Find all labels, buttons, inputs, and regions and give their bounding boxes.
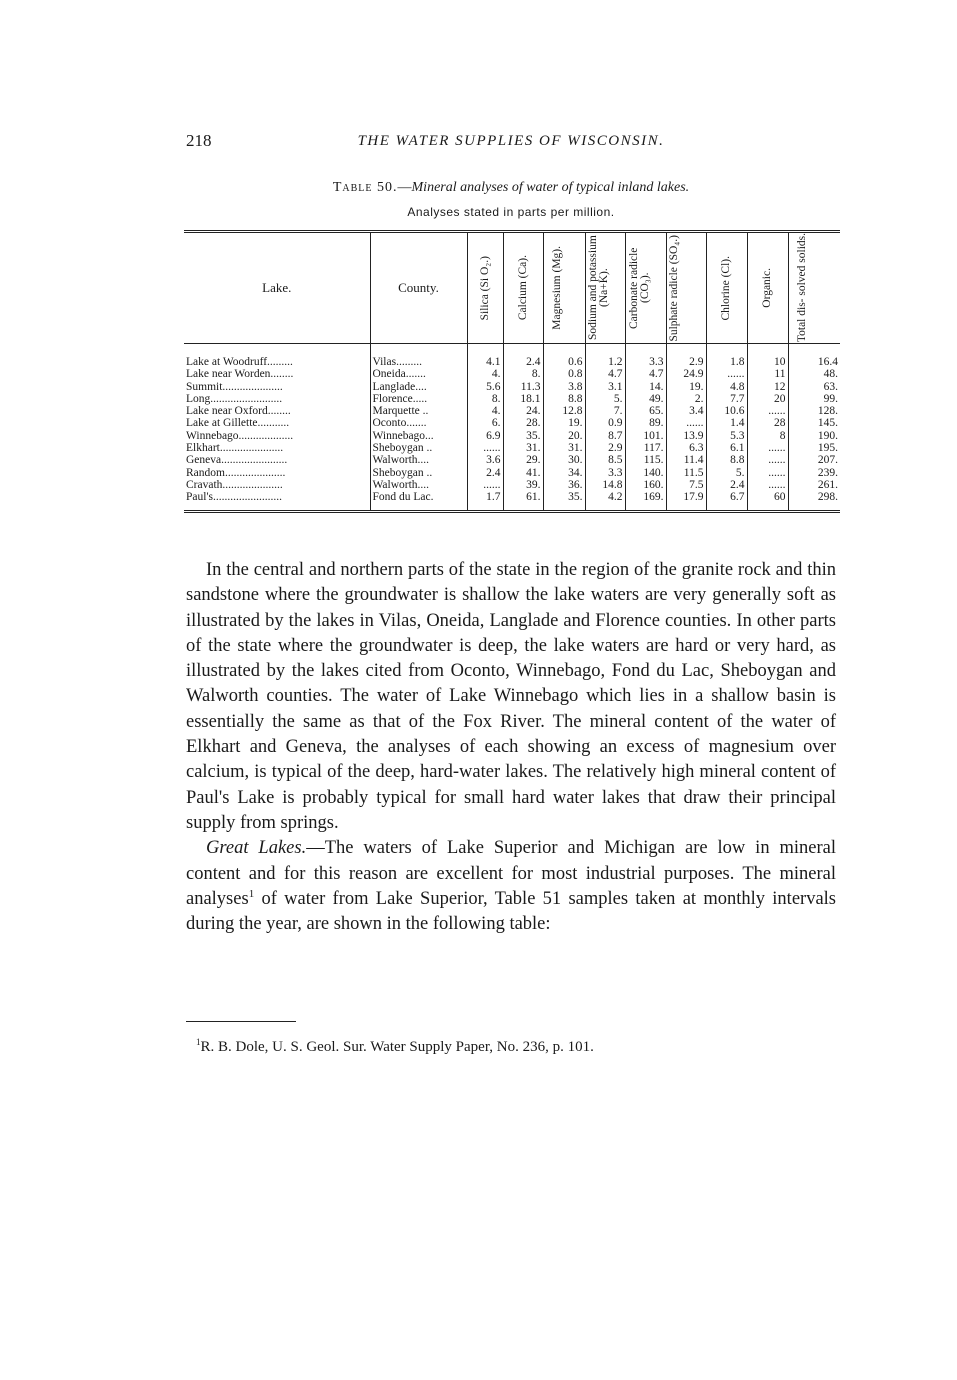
cell-value: 160. [625,479,666,491]
column-header-total-solids-text: Total dis- solved solids. [796,233,809,343]
paragraph-lake-hardness: In the central and northern parts of the state in the region of the granite rock and thin sandstone where the groundwater is shallow the lake waters are very generally soft as illustrated by the lakes in Vilas, Oneida, Langlade and Florence counties. In other parts of the state where the groundwater is deep, the lake waters are hard or very hard, as illustrated by the lakes cited from Oconto, Winnebago, Fond du Lac, Sheboygan and Walworth counties. The water of Lake Winnebago which lies in a shallow basin is essentially the same as that of the Fox River. The mineral content of the water of Elkhart and Geneva, the analyses of each showing an excess of magnesium over calcium, is typical of the deep, hard-water lakes. The relatively high mineral content of Paul's Lake is probably typical for small hard water lakes that draw their principal supply from springs. [186,560,836,833]
cell-value: 3.8 [543,381,585,393]
cell-value: 4.8 [706,381,747,393]
cell-county: Walworth.... [370,479,467,491]
cell-value: 298. [788,491,840,511]
table-row [184,344,840,369]
cell-county: Oneida....... [370,368,467,380]
cell-value: 17.9 [666,491,706,511]
cell-county: Oconto....... [370,417,467,429]
cell-value: 14. [625,381,666,393]
cell-county: Fond du Lac. [370,491,467,511]
cell-value: 28. [503,417,543,429]
column-header-calcium-text: Calcium (Ca). [516,255,529,321]
column-header-chlorine-text: Chlorine (Cl). [720,255,732,321]
cell-value: 4.1 [467,344,503,369]
cell-value: 4.7 [625,368,666,380]
cell-value: 1.2 [585,344,625,369]
paragraph-lead-great-lakes: Great Lakes. [206,838,307,859]
cell-value: 8.8 [543,393,585,405]
cell-lake: Lake near Oxford........ [186,405,291,418]
cell-value: 6.1 [706,442,747,454]
cell-value: 36. [543,479,585,491]
table-caption [186,180,836,196]
cell-county: Marquette .. [370,405,467,417]
cell-value: 140. [625,467,666,479]
cell-value: 11.5 [666,467,706,479]
column-header-silica [467,232,503,344]
cell-value: 5.6 [467,381,503,393]
table-row [184,405,840,417]
cell-value: 4.7 [585,368,625,380]
cell-value: 3.3 [585,467,625,479]
paragraph-great-lakes [186,836,836,937]
cell-lake: Lake at Gillette........... [186,417,290,430]
cell-value: 2.9 [585,442,625,454]
column-header-carbonate [625,232,666,344]
column-header-county: County. [370,232,467,344]
cell-value: 12.8 [543,405,585,417]
cell-value: 0.6 [543,344,585,369]
running-head: THE WATER SUPPLIES OF WISCONSIN. [357,133,665,149]
cell-value: 49. [625,393,666,405]
column-header-organic [747,232,788,344]
cell-lake: Elkhart...................... [186,442,284,455]
cell-value: 190. [788,430,840,442]
cell-value: 48. [788,368,840,380]
cell-value: 18.1 [503,393,543,405]
cell-value: 14.8 [585,479,625,491]
cell-value: 7.5 [666,479,706,491]
column-header-magnesium-text: Magnesium (Mg). [551,246,563,330]
column-header-silica-text: Silica (Si O₂.) [478,255,491,321]
cell-value: 31. [503,442,543,454]
cell-county: Winnebago... [370,430,467,442]
cell-value: ...... [747,454,788,466]
cell-value: 0.9 [585,417,625,429]
cell-value: ...... [747,442,788,454]
cell-value: 29. [503,454,543,466]
cell-value: 117. [625,442,666,454]
cell-lake: Lake at Woodruff......... [186,356,293,368]
table-caption-label: Table 50. [332,180,398,195]
footnote-marker: 1 [196,1037,201,1047]
cell-value: 145. [788,417,840,429]
cell-value: 41. [503,467,543,479]
cell-value: 6.7 [706,491,747,511]
cell-value: 4.2 [585,491,625,511]
column-header-sodium-potassium-text: Sodium and potassium (Na+K). [587,235,610,341]
cell-value: ...... [747,479,788,491]
table-row [184,368,840,380]
cell-value: 11.4 [666,454,706,466]
cell-value: 6. [467,417,503,429]
cell-lake: Lake near Worden........ [186,368,294,381]
paragraph-great-lakes-part-b: of water from Lake Superior, Table 51 samples taken at monthly intervals during the year, are shown in the following table: [186,888,836,935]
cell-value: 61. [503,491,543,511]
cell-value: 0.8 [543,368,585,380]
table-body [184,344,840,512]
cell-lake: Winnebago................... [186,429,294,442]
cell-value: 2.4 [706,479,747,491]
cell-value: 239. [788,467,840,479]
cell-value: 8.5 [585,454,625,466]
cell-lake: Summit..................... [186,380,283,393]
table-caption-dash: — [397,180,412,195]
cell-lake: Cravath..................... [186,478,283,491]
cell-value: 13.9 [666,430,706,442]
cell-value: 60 [747,491,788,511]
cell-value: 11 [747,368,788,380]
column-header-carbonate-text: Carbonate radicle (CO₃). [627,247,651,329]
cell-value: 3.6 [467,454,503,466]
cell-value: ...... [467,479,503,491]
cell-value: 2.4 [467,467,503,479]
cell-county: Walworth.... [370,454,467,466]
cell-value: 19. [543,417,585,429]
column-header-organic-text: Organic. [761,268,773,308]
cell-value: 10.6 [706,405,747,417]
cell-value: 2.4 [503,344,543,369]
cell-value: 5.3 [706,430,747,442]
cell-value: 101. [625,430,666,442]
cell-value: 35. [543,491,585,511]
cell-value: 8. [467,393,503,405]
cell-value: 6.9 [467,430,503,442]
cell-value: 10 [747,344,788,369]
cell-value: 12 [747,381,788,393]
cell-value: 63. [788,381,840,393]
table-row [184,491,840,511]
table-subcaption: Analyses stated in parts per million. [407,205,615,219]
cell-value: 89. [625,417,666,429]
lake-analyses-table [184,230,840,513]
cell-value: 115. [625,454,666,466]
table-row [184,430,840,442]
cell-value: ...... [747,405,788,417]
cell-value: 39. [503,479,543,491]
cell-lake: Geneva....................... [186,454,288,467]
table-row [184,479,840,491]
cell-value: 2. [666,393,706,405]
cell-value: 8. [503,368,543,380]
page-header [186,131,836,155]
cell-value: 7. [585,405,625,417]
cell-value: 31. [543,442,585,454]
page-number: 218 [186,131,212,150]
cell-value: 1.8 [706,344,747,369]
body-text [186,558,836,937]
footnote-rule [186,1021,296,1022]
cell-value: 34. [543,467,585,479]
table-caption-text: Mineral analyses of water of typical inland lakes. [411,180,690,195]
column-header-total-solids [788,232,840,344]
cell-value: 8 [747,430,788,442]
cell-value: 24.9 [666,368,706,380]
table-row [184,442,840,454]
cell-value: 5. [585,393,625,405]
column-header-magnesium [543,232,585,344]
table-row [184,381,840,393]
cell-value: 20. [543,430,585,442]
footnote-reference: 1 [248,887,255,900]
cell-value: 8.7 [585,430,625,442]
cell-value: ...... [706,368,747,380]
cell-value: 128. [788,405,840,417]
cell-value: 207. [788,454,840,466]
cell-lake: Long......................... [186,392,283,405]
cell-value: 169. [625,491,666,511]
cell-value: 35. [503,430,543,442]
cell-value: 3.3 [625,344,666,369]
cell-value: 4. [467,405,503,417]
cell-county: Sheboygan .. [370,442,467,454]
column-header-lake: Lake. [184,232,370,344]
cell-value: 261. [788,479,840,491]
cell-value: 30. [543,454,585,466]
footnote-text: R. B. Dole, U. S. Geol. Sur. Water Supply Paper, No. 236, p. 101. [200,1039,594,1055]
footnote [196,1037,836,1056]
table-row [184,467,840,479]
cell-county: Vilas......... [370,344,467,369]
cell-value: 11.3 [503,381,543,393]
table-row [184,393,840,405]
table-row [184,454,840,466]
cell-value: 65. [625,405,666,417]
cell-value: 3.1 [585,381,625,393]
cell-value: 28 [747,417,788,429]
cell-county: Florence..... [370,393,467,405]
cell-value: ...... [467,442,503,454]
cell-value: 5. [706,467,747,479]
cell-value: 16.4 [788,344,840,369]
cell-value: 1.7 [467,491,503,511]
cell-value: 3.4 [666,405,706,417]
cell-value: ...... [747,467,788,479]
cell-county: Langlade.... [370,381,467,393]
column-header-sodium-potassium [585,232,625,344]
cell-value: 24. [503,405,543,417]
cell-value: 6.3 [666,442,706,454]
cell-value: 4. [467,368,503,380]
column-header-chlorine [706,232,747,344]
paragraph-great-lakes-part-a: —The waters of Lake Superior and Michigan are low in mineral content and for this reason are excellent for most industrial purposes. The mineral analyses [186,838,836,909]
cell-lake: Random..................... [186,466,286,479]
table-header-row [184,232,840,344]
cell-county: Sheboygan .. [370,467,467,479]
table-row [184,417,840,429]
cell-value: 1.4 [706,417,747,429]
cell-value: 20 [747,393,788,405]
column-header-sulphate-text: Sulphate radicle (SO₄.) [668,234,680,342]
cell-lake: Paul's........................ [186,491,282,504]
column-header-calcium [503,232,543,344]
cell-value: ...... [666,417,706,429]
cell-value: 99. [788,393,840,405]
cell-value: 195. [788,442,840,454]
cell-value: 19. [666,381,706,393]
cell-value: 8.8 [706,454,747,466]
cell-value: 2.9 [666,344,706,369]
column-header-sulphate [666,232,706,344]
cell-value: 7.7 [706,393,747,405]
